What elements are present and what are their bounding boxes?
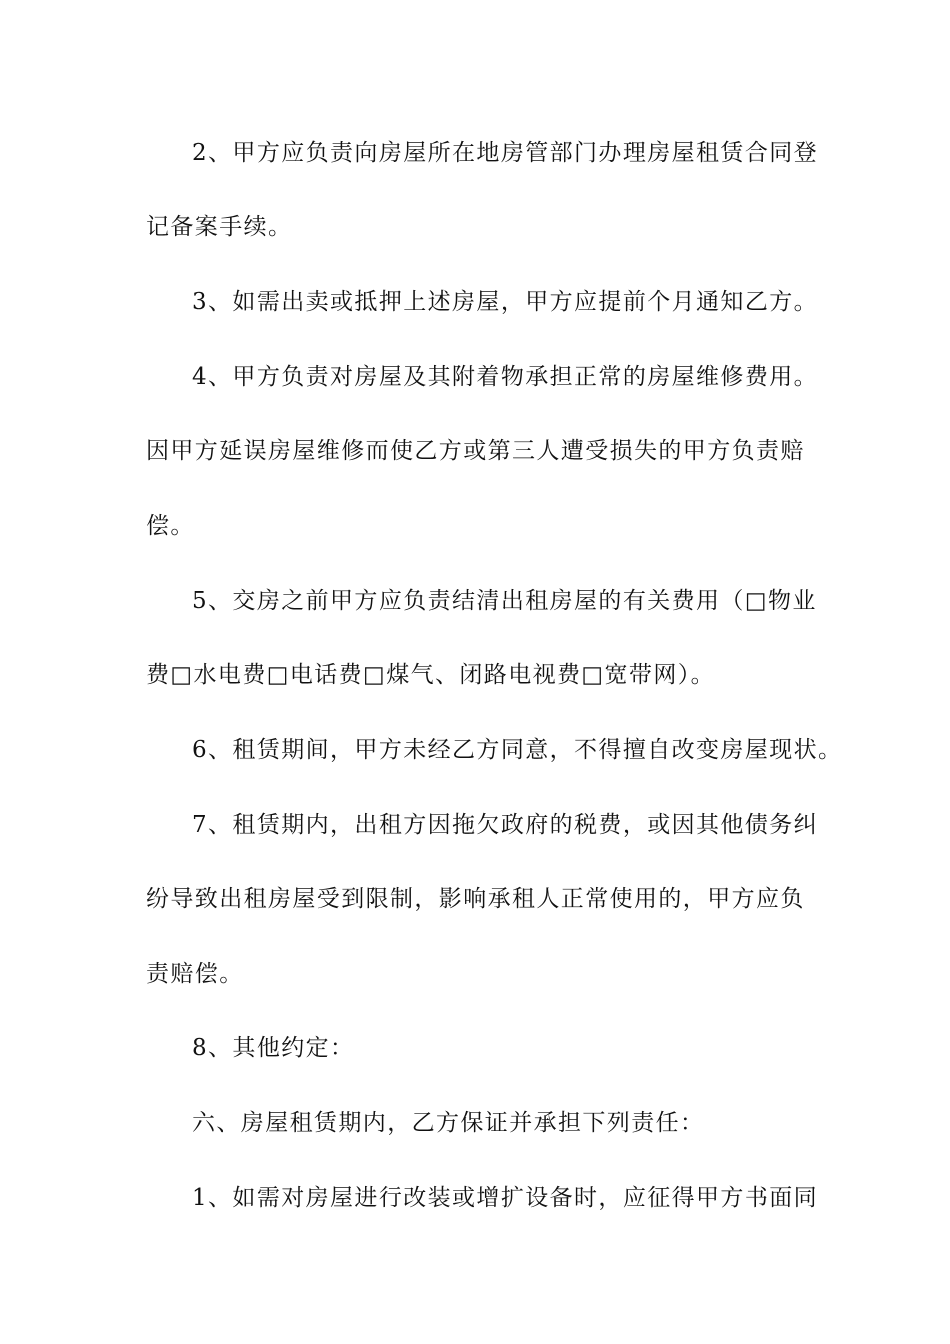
clause-5-line-2: 费□水电费□电话费□煤气、闭路电视费□宽带网）。 bbox=[146, 662, 716, 688]
clause-7-line-3: 责赔偿。 bbox=[146, 961, 244, 987]
clause-4-line-3: 偿。 bbox=[146, 513, 195, 539]
clause-2-line-2: 记备案手续。 bbox=[146, 214, 293, 240]
clause-6-line-1: 6、租赁期间，甲方未经乙方同意，不得擅自改变房屋现状。 bbox=[192, 737, 843, 763]
clause-2-line-1: 2、甲方应负责向房屋所在地房管部门办理房屋租赁合同登 bbox=[192, 140, 819, 166]
clause-7-line-1: 7、租赁期内，出租方因拖欠政府的税费，或因其他债务纠 bbox=[192, 812, 819, 838]
clause-8-line-1: 8、其他约定： bbox=[192, 1035, 355, 1061]
clause-4-line-1: 4、甲方负责对房屋及其附着物承担正常的房屋维修费用。 bbox=[192, 364, 819, 390]
section-6-heading: 六、房屋租赁期内，乙方保证并承担下列责任： bbox=[192, 1110, 705, 1136]
clause-3-line-1: 3、如需出卖或抵押上述房屋，甲方应提前个月通知乙方。 bbox=[192, 289, 819, 315]
section-6-clause-1-line-1: 1、如需对房屋进行改装或增扩设备时，应征得甲方书面同 bbox=[192, 1185, 819, 1211]
clause-4-line-2: 因甲方延误房屋维修而使乙方或第三人遭受损失的甲方负责赔 bbox=[146, 438, 805, 464]
clause-5-line-1: 5、交房之前甲方应负责结清出租房屋的有关费用（□物业 bbox=[192, 588, 817, 614]
clause-7-line-2: 纷导致出租房屋受到限制，影响承租人正常使用的，甲方应负 bbox=[146, 886, 805, 912]
